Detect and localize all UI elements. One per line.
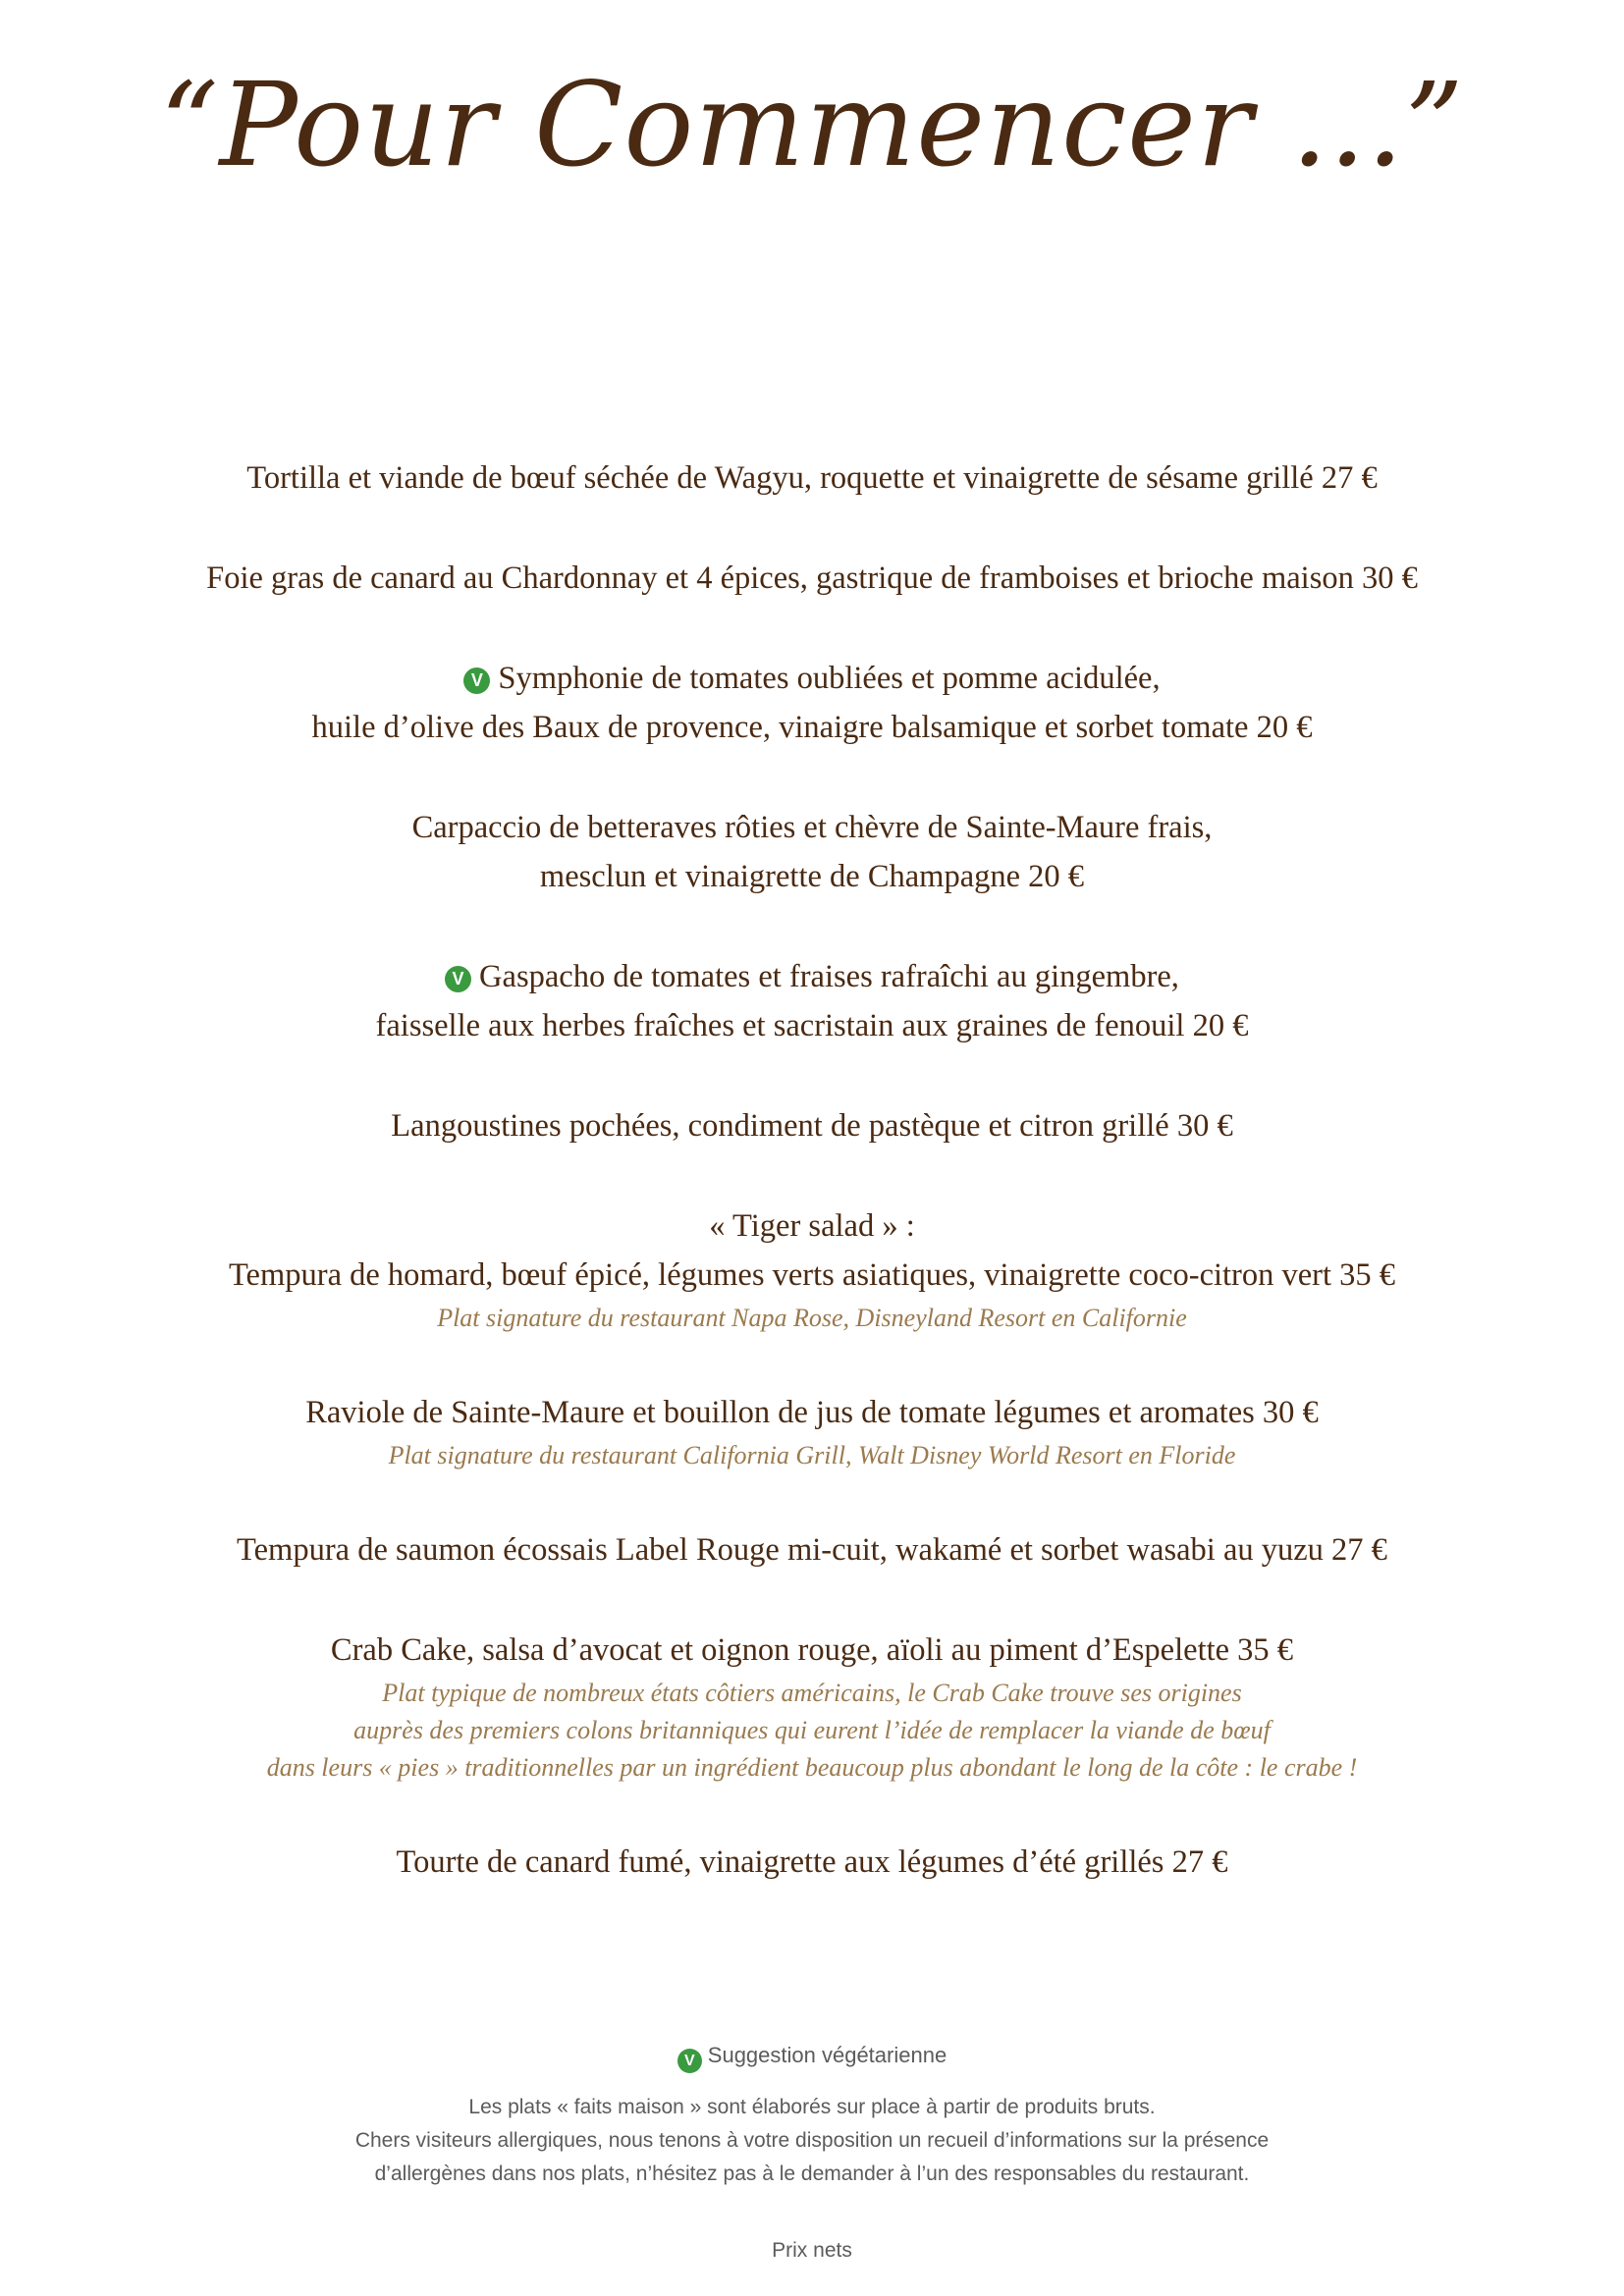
menu-item (0, 1101, 1624, 1150)
footer-note: d’allergènes dans nos plats, n’hésitez pas à le demander à l’un des responsables du restaurant. (374, 2163, 1250, 2185)
menu-item (0, 554, 1624, 603)
menu-item (0, 952, 1624, 1050)
dish-note: auprès des premiers colons britanniques qui eurent l’idée de remplacer la viande de bœuf (353, 1716, 1271, 1744)
dish-description: Carpaccio de betteraves rôties et chèvre de Sainte-Maure frais, (411, 810, 1213, 845)
dish-description: Symphonie de tomates oubliées et pomme acidulée, (498, 661, 1161, 696)
legend-label: Suggestion végétarienne (707, 2043, 947, 2067)
vegetarian-icon: V (677, 2049, 702, 2073)
menu-item (0, 1388, 1624, 1474)
dish-description: Tempura de homard, bœuf épicé, légumes verts asiatiques, vinaigrette coco-citron vert 35 € (228, 1257, 1396, 1293)
menu-item (0, 1525, 1624, 1575)
dish-description: Tortilla et viande de bœuf séchée de Wagyu, roquette et vinaigrette de sésame grillé 27 € (246, 460, 1378, 496)
footer (0, 2038, 1624, 2268)
page-title: “Pour Commencer ...” (159, 57, 1465, 192)
dish-description: mesclun et vinaigrette de Champagne 20 € (539, 859, 1085, 894)
price-note: Prix nets (772, 2239, 852, 2262)
dish-description: Foie gras de canard au Chardonnay et 4 épices, gastrique de framboises et brioche maison 30 € (206, 561, 1418, 596)
menu-list (0, 454, 1624, 1938)
menu-item (0, 654, 1624, 752)
dish-heading: « Tiger salad » : (709, 1208, 915, 1244)
dish-note: dans leurs « pies » traditionnelles par un ingrédient beaucoup plus abondant le long de la côte : le crabe ! (266, 1753, 1358, 1782)
vegetarian-icon: V (445, 966, 471, 992)
dish-description: Langoustines pochées, condiment de pastèque et citron grillé 30 € (391, 1108, 1233, 1144)
dish-description: Gaspacho de tomates et fraises rafraîchi au gingembre, (479, 959, 1179, 994)
menu-item (0, 1626, 1624, 1787)
dish-description: Crab Cake, salsa d’avocat et oignon rouge, aïoli au piment d’Espelette 35 € (330, 1632, 1294, 1668)
menu-item (0, 1201, 1624, 1337)
menu-item (0, 803, 1624, 901)
dish-note: Plat signature du restaurant California Grill, Walt Disney World Resort en Floride (388, 1441, 1236, 1469)
dish-description: Tourte de canard fumé, vinaigrette aux légumes d’été grillés 27 € (396, 1844, 1228, 1880)
dish-note: Plat signature du restaurant Napa Rose, Disneyland Resort en Californie (437, 1304, 1187, 1332)
menu-item (0, 454, 1624, 503)
footer-note: Chers visiteurs allergiques, nous tenons à votre disposition un recueil d’informations sur la présence (354, 2129, 1270, 2152)
dish-description: Raviole de Sainte-Maure et bouillon de jus de tomate légumes et aromates 30 € (305, 1395, 1319, 1430)
vegetarian-icon: V (463, 667, 490, 694)
footer-note: Les plats « faits maison » sont élaborés sur place à partir de produits bruts. (468, 2096, 1156, 2118)
dish-description: Tempura de saumon écossais Label Rouge mi-cuit, wakamé et sorbet wasabi au yuzu 27 € (237, 1532, 1387, 1568)
vegetarian-legend (0, 2038, 1624, 2073)
menu-item (0, 1838, 1624, 1887)
dish-description: huile d’olive des Baux de provence, vinaigre balsamique et sorbet tomate 20 € (311, 710, 1313, 745)
dish-description: faisselle aux herbes fraîches et sacristain aux graines de fenouil 20 € (375, 1008, 1249, 1043)
dish-note: Plat typique de nombreux états côtiers américains, le Crab Cake trouve ses origines (382, 1679, 1242, 1707)
